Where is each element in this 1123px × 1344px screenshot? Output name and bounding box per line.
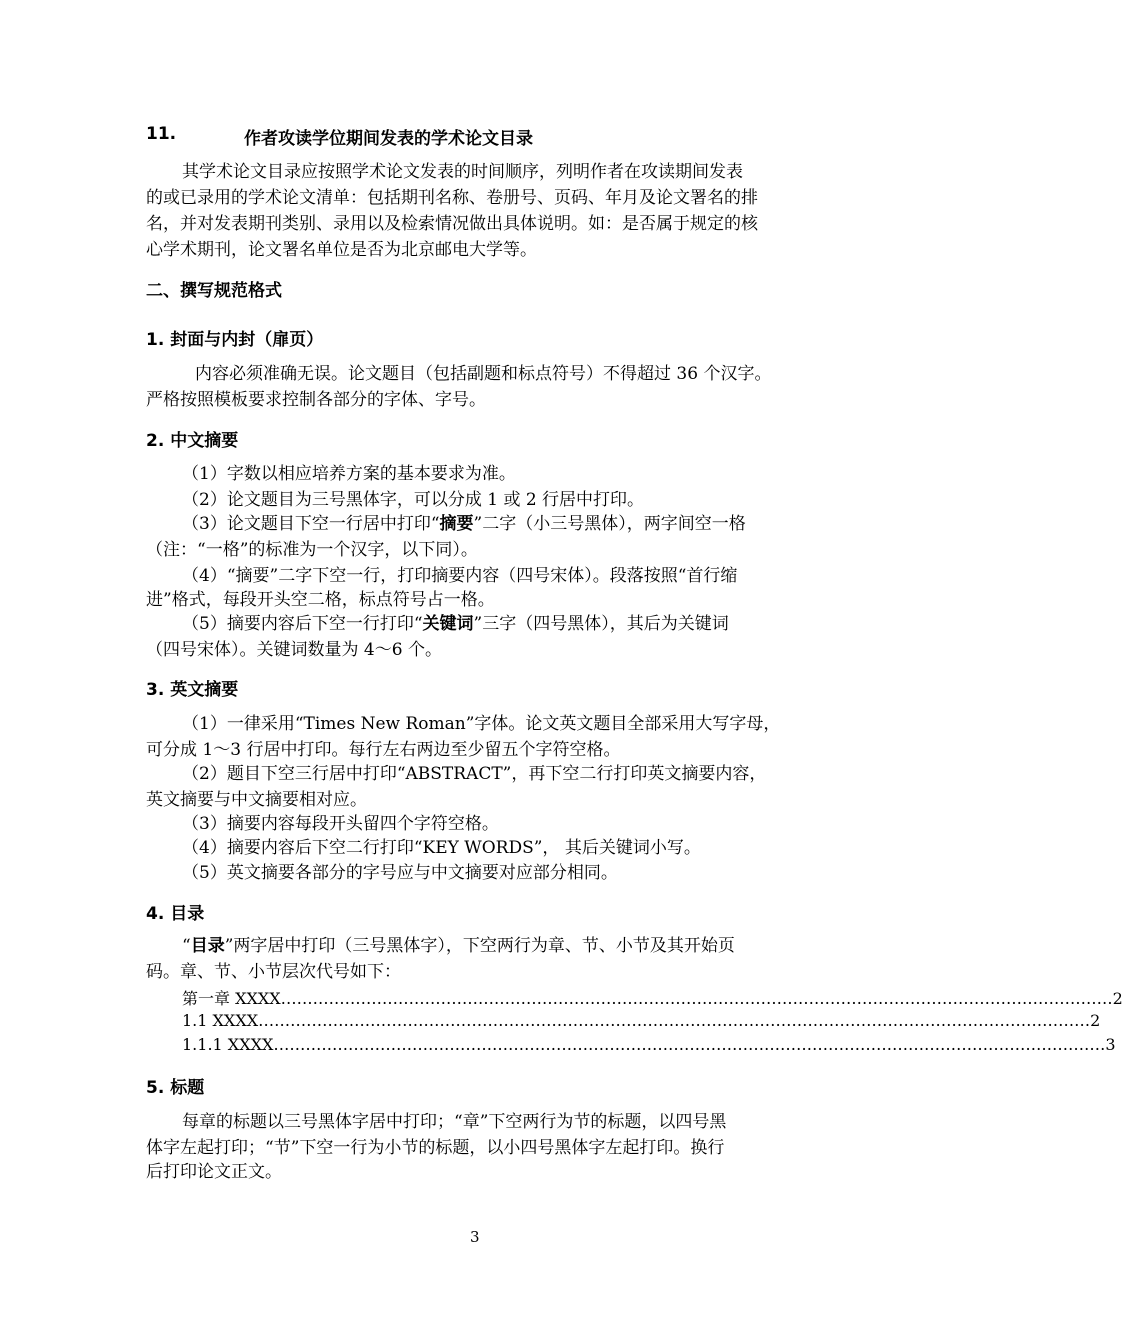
- list-item: （1）一律采用“Times New Roman”字体。论文英文题目全部采用大写字母，: [182, 714, 781, 734]
- part-2-title: 二、撰写规范格式: [146, 281, 282, 301]
- text-run: ”两字居中打印（三号黑体字），下空两行为章、节、小节及其开始页: [224, 936, 735, 956]
- bold-term-toc: 目录: [190, 936, 225, 956]
- list-item: [182, 512, 746, 536]
- list-item: （1）字数以相应培养方案的基本要求为准。: [182, 464, 516, 484]
- toc-entry-page: 2: [1090, 1011, 1101, 1030]
- paragraph-line: 严格按照模板要求控制各部分的字体、字号。: [146, 390, 486, 410]
- toc-entry: [182, 1011, 1101, 1030]
- toc-entry: [182, 1035, 1116, 1054]
- list-item: （2）题目下空三行居中打印“ABSTRACT”，再下空二行打印英文摘要内容，: [182, 764, 767, 784]
- section-1-title: 1. 封面与内封（扉页）: [146, 330, 324, 350]
- paragraph-line: （注：“一格”的标准为一个汉字，以下同）。: [146, 540, 478, 560]
- toc-entry-label: 1.1 XXXX: [182, 1011, 259, 1030]
- text-run: ”三字（四号黑体），其后为关键词: [473, 614, 729, 634]
- toc-entry-page: 2: [1112, 989, 1123, 1008]
- toc-leader: …………………………………………………………………………………………………………………………………………: [273, 1035, 1106, 1054]
- paragraph-line: 后打印论文正文。: [146, 1162, 282, 1182]
- toc-entry-page: 3: [1105, 1035, 1116, 1054]
- section-4-title: 4. 目录: [146, 904, 205, 924]
- list-item: （4）“摘要”二字下空一行，打印摘要内容（四号宋体）。段落按照“首行缩: [182, 566, 738, 586]
- paragraph-line: （四号宋体）。关键词数量为 4～6 个。: [146, 640, 442, 660]
- paragraph-line: 的或已录用的学术论文清单：包括期刊名称、卷册号、页码、年月及论文署名的排: [146, 188, 758, 208]
- list-item: [182, 612, 729, 636]
- toc-entry-label: 1.1.1 XXXX: [182, 1035, 274, 1054]
- section-11-title: 作者攻读学位期间发表的学术论文目录: [244, 129, 533, 149]
- paragraph-line: 体字左起打印；“节”下空一行为小节的标题，以小四号黑体字左起打印。换行: [146, 1138, 725, 1158]
- paragraph-line: 每章的标题以三号黑体字居中打印；“章”下空两行为节的标题，以四号黑: [182, 1112, 727, 1132]
- paragraph-line: 可分成 1～3 行居中打印。每行左右两边至少留五个字符空格。: [146, 740, 621, 760]
- paragraph-line: 码。章、节、小节层次代号如下：: [146, 962, 401, 982]
- paragraph-line: 内容必须准确无误。论文题目（包括副题和标点符号）不得超过 36 个汉字。: [195, 364, 772, 384]
- text-run: （3）论文题目下空一行居中打印“: [182, 514, 440, 534]
- toc-leader: …………………………………………………………………………………………………………………………………………: [258, 1011, 1091, 1030]
- paragraph-line: 心学术期刊，论文署名单位是否为北京邮电大学等。: [146, 240, 537, 260]
- paragraph-line: [182, 934, 735, 958]
- paragraph-line: 英文摘要与中文摘要相对应。: [146, 790, 367, 810]
- text-run: （5）摘要内容后下空一行打印“: [182, 614, 423, 634]
- bold-term-keywords: 关键词: [422, 614, 474, 634]
- list-item: （3）摘要内容每段开头留四个字符空格。: [182, 814, 499, 834]
- paragraph-line: 其学术论文目录应按照学术论文发表的时间顺序，列明作者在攻读期间发表: [182, 162, 743, 182]
- page-number: 3: [470, 1228, 480, 1246]
- text-run: ”二字（小三号黑体），两字间空一格: [473, 514, 746, 534]
- section-3-title: 3. 英文摘要: [146, 680, 239, 700]
- section-2-title: 2. 中文摘要: [146, 431, 239, 451]
- list-item: （5）英文摘要各部分的字号应与中文摘要对应部分相同。: [182, 863, 618, 883]
- toc-leader: …………………………………………………………………………………………………………………………………………: [280, 989, 1113, 1008]
- section-11-number: 11.: [146, 124, 177, 144]
- list-item: （4）摘要内容后下空二行打印“KEY WORDS”， 其后关键词小写。: [182, 838, 701, 858]
- text-run: “: [182, 936, 191, 956]
- toc-entry: [182, 986, 1123, 1009]
- list-item: （2）论文题目为三号黑体字，可以分成 1 或 2 行居中打印。: [182, 490, 645, 510]
- bold-term-abstract: 摘要: [439, 514, 474, 534]
- section-5-title: 5. 标题: [146, 1078, 205, 1098]
- paragraph-line: 名，并对发表期刊类别、录用以及检索情况做出具体说明。如：是否属于规定的核: [146, 214, 758, 234]
- toc-entry-label: 第一章 XXXX: [182, 989, 281, 1008]
- paragraph-line: 进”格式，每段开头空二格，标点符号占一格。: [146, 590, 495, 610]
